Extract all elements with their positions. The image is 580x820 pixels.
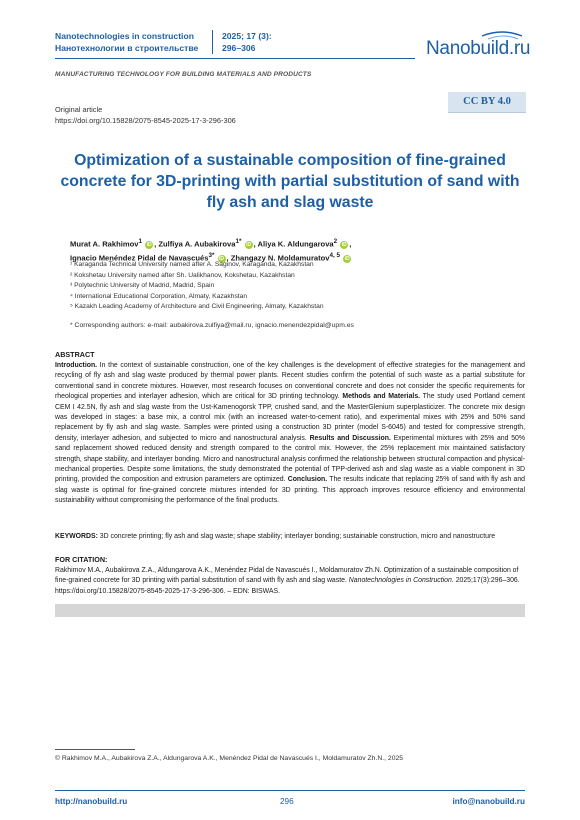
footer-website-link[interactable]: http://nanobuild.ru [55, 797, 128, 806]
citation-journal: Nanotechnologies in Construction. [348, 577, 454, 585]
affiliation-item: ¹ Karaganda Technical University named after A. Saginov, Karaganda, Kazakhstan [70, 261, 314, 268]
author-list: Murat A. Rakhimov$^1$ iD , Zulfiya A. Aubakirova$^{1*}$ iD , Aliya K. Aldungarova$^2$ iD , Ignacio Menéndez Pidal de Navascués$^{3*}$ iD , Zhangazy N. Moldamuratov$^{4, 5}$ iD [70, 238, 352, 263]
citation-text [55, 566, 525, 597]
article-meta [55, 104, 236, 126]
article-title: Optimization of a sustainable composition of fine-grained concrete for 3D-printing with partial substitution of sand with fly ash and slag waste [60, 152, 520, 211]
author-name: Ignacio Menéndez Pidal de Navascués [70, 253, 209, 263]
keywords-label: KEYWORDS: [55, 533, 98, 540]
header-rule [55, 58, 415, 59]
author-sup: 1 [138, 238, 143, 245]
doi-link[interactable]: https://doi.org/10.15828/2075-8545-2025-17-3-296-306 [55, 116, 236, 125]
issue-pages: 296–306 [222, 43, 256, 53]
footnote-rule [55, 749, 135, 750]
methods-label: Methods and Materials. [342, 393, 421, 401]
author-sup: 1* [235, 238, 242, 245]
page-number: 296 [280, 797, 294, 806]
copyright-note: © Rakhimov M.A., Aubakirova Z.A., Aldungarova A.K., Menéndez Pidal de Navascués I., Moldamuratov Zh.N., 2025 [55, 755, 404, 762]
author-sup: 3* [208, 252, 215, 260]
affiliation-item: ⁴ International Educational Corporation, Almaty, Kazakhstan [70, 292, 248, 300]
citation-details: 2025;17(3):296–306. https://doi.org/10.15828/2075-8545-2025-17-3-296-306. – EDN: BISWAS. [55, 577, 520, 595]
conclusion-text: The results indicate that replacing 25% of sand with fly ash and slag waste is optimal for fine-grained concrete mixtures intended for 3D printing. This approach improves resource efficiency and environmental sustainability without compromising the performance of the final products. [55, 476, 526, 505]
footer-email-link[interactable]: info@nanobuild.ru [452, 797, 525, 806]
author-name: Zulfiya A. Aubakirova [158, 239, 236, 249]
section-heading: MANUFACTURING TECHNOLOGY FOR BUILDING MATERIALS AND PRODUCTS [55, 71, 312, 78]
journal-name-ru: Нанотехнологии в строительстве [55, 43, 199, 53]
orcid-icon[interactable]: iD [219, 255, 225, 262]
author-sup: 4, 5 [329, 252, 341, 260]
author-name: Aliya K. Aldungarova [257, 239, 334, 249]
keywords [55, 532, 525, 542]
license-badge[interactable]: CC BY 4.0 [448, 92, 526, 113]
abstract-heading: ABSTRACT [55, 350, 95, 359]
footer-rule [55, 790, 525, 791]
intro-text: In the context of sustainable construction, one of the key challenges is the development of effective strategies for the management and recycling of fly ash and slag waste produced by thermal power plants. Recent studies confirm the potential of such waste as a partial substitute for conventional sand in concrete mixtures. However, most research focuses on conventional concrete and does not consider the specific requirements for rheological properties and interlayer adhesion, which are critical for 3D printing technology. [55, 362, 525, 401]
orcid-icon[interactable]: iD [344, 255, 350, 262]
article-type: Original article [55, 105, 103, 114]
orcid-icon[interactable]: iD [146, 241, 152, 248]
affiliation-item: ² Kokshetau University named after Sh. Ualikhanov, Kokshetau, Kazakhstan [70, 271, 295, 279]
author-name: Murat A. Rakhimov [70, 239, 139, 249]
citation-authors-title: Rakhimov M.A., Aubakirova Z.A., Aldungarova A.K., Menéndez Pidal de Navascués I., Moldamuratov Zh.N. Optimization of a sustainable composition of fine-grained concrete for 3D printing with partial substitution of sand with fly ash and slag waste. [55, 567, 519, 585]
orcid-icon[interactable]: iD [246, 241, 252, 248]
corresponding-authors: * Corresponding authors: e-mail: aubakirova.zulfiya@mail.ru, ignacio.menendezpidal@upm.es [70, 322, 354, 329]
journal-name-en: Nanotechnologies in construction [55, 31, 194, 41]
journal-name [55, 30, 198, 54]
keywords-text: 3D concrete printing; fly ash and slag waste; shape stability; interlayer bonding; sustainable construction, micro and nanostructure [99, 533, 496, 540]
intro-label: Introduction. [55, 362, 98, 369]
logo-text: Nanobuild.ru [426, 38, 531, 59]
nanobuild-logo[interactable] [422, 30, 532, 62]
orcid-icon[interactable]: iD [341, 241, 347, 248]
methods-text: The study used Portland cement CEM I 42.5N, fly ash and slag waste from the Ust-Kamenogorsk TPP, crushed sand, and the MasterGlenium superplasticizer. The concrete mix design was developed in stages: a base mix, a control mix (with an increased water-to-cement ratio), and experimental mixes with 25% and 50% sand replacement by fly ash and slag waste. Samples were printed using a construction 3D printer (model S-6045) and tested for compressive strength, density, interlayer adhesion, and subjected to micro and nanostructural analysis. [55, 393, 525, 442]
abstract-body [55, 361, 525, 507]
separator-bar [55, 604, 525, 617]
issue-volume: 2025; 17 (3): [222, 31, 272, 41]
affiliation-list [70, 260, 510, 313]
affiliation-item: ⁵ Kazakh Leading Academy of Architecture and Civil Engineering, Almaty, Kazakhstan [70, 303, 324, 311]
affiliation-item: ³ Polytechnic University of Madrid, Madrid, Spain [70, 282, 215, 290]
issue-info [222, 30, 272, 54]
author-name: Zhangazy N. Moldamuratov [230, 253, 330, 263]
header-divider [212, 30, 213, 54]
author-sup: 2 [333, 238, 338, 245]
citation-heading: FOR CITATION: [55, 555, 108, 564]
results-text: Experimental mixtures with 25% and 50% sand replacement showed reduced density and strength compared to the control mix. However, the 25% replacement mix maintained satisfactory strength, shape stability, and interlayer bonding. Micro and nanostructural analysis confirmed the relationship between structural compaction and physical-mechanical properties. Despite some limitations, the study demonstrated the potential of TPP-derived ash and slag waste as a viable component in 3D printing, provided the composition and extrusion parameters are optimized. [55, 434, 526, 484]
conclusion-label: Conclusion. [287, 476, 328, 484]
results-label: Results and Discussion. [309, 434, 391, 442]
